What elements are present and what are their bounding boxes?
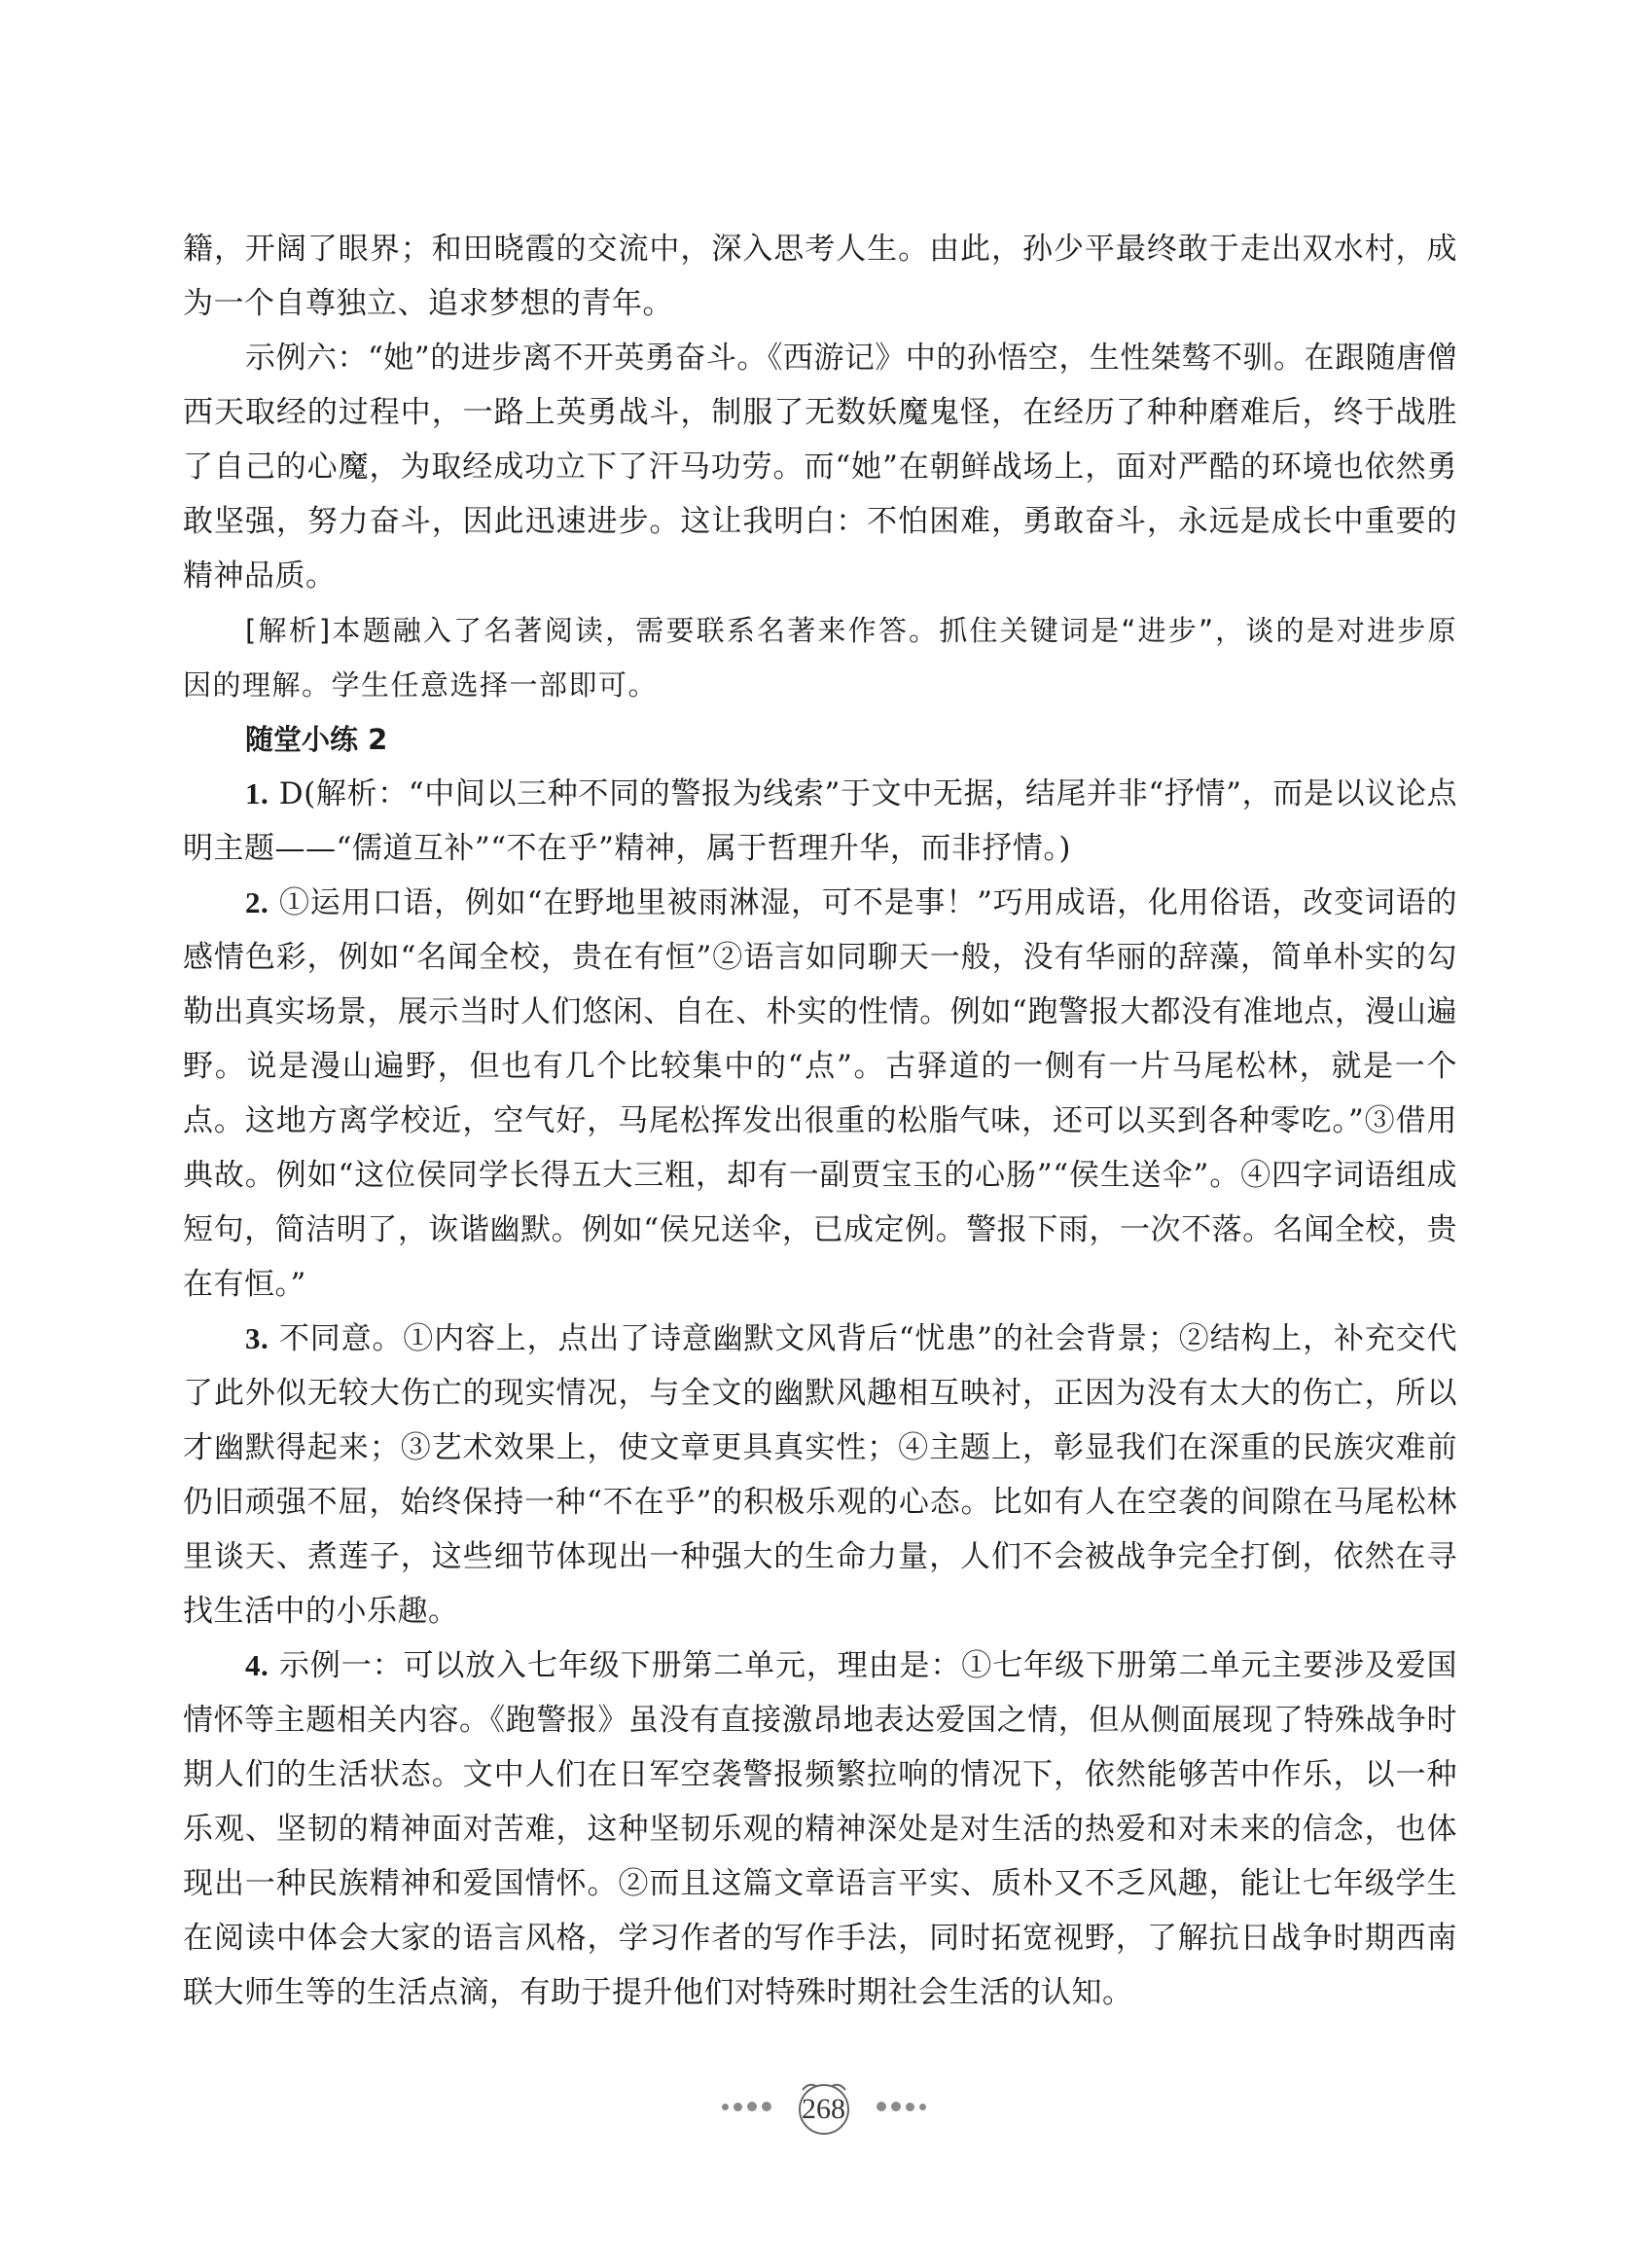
dot-icon	[762, 2102, 771, 2111]
answer-number: 2.	[245, 885, 269, 919]
dot-icon	[734, 2103, 742, 2111]
page-content	[183, 222, 1457, 2020]
paragraph-analysis: [解析]本题融入了名著阅读，需要联系名著来作答。抓住关键词是“进步”，谈的是对进步原因的理解。学生任意选择一部即可。	[183, 614, 1457, 702]
section-heading: 随堂小练 2	[245, 723, 388, 756]
answer-text: ①运用口语，例如“在野地里被雨淋湿，可不是事！”巧用成语，化用俗语，改变词语的感情色彩，例如“名闻全校，贵在有恒”②语言如同聊天一般，没有华丽的辞藻，简单朴实的勾勒出真实场景，展示当时人们悠闲、自在、朴实的性情。例如“跑警报大都没有准地点，漫山遍野。说是漫山遍野，但也有几个比较集中的“点”。古驿道的一侧有一片马尾松林，就是一个点。这地方离学校近，空气好，马尾松挥发出很重的松脂气味，还可以买到各种零吃。”③借用典故。例如“这位侯同学长得五大三粗，却有一副贾宝玉的心肠”“侯生送伞”。④四字词语组成短句，简洁明了，诙谐幽默。例如“侯兄送伞，已成定例。警报下雨，一次不落。名闻全校，贵在有恒。”	[183, 885, 1457, 1302]
answer-text: D(解析：“中间以三种不同的警报为线索”于文中无据，结尾并非“抒情”，而是以议论点明主题——“儒道互补”“不在乎”精神，属于哲理升华，而非抒情。)	[183, 776, 1457, 866]
page-number-badge	[785, 2076, 863, 2137]
dot-icon	[891, 2102, 901, 2111]
dot-icon	[722, 2104, 729, 2110]
answer-text: 示例一：可以放入七年级下册第二单元，理由是：①七年级下册第二单元主要涉及爱国情怀等主题相关内容。《跑警报》虽没有直接激昂地表达爱国之情，但从侧面展现了特殊战争时期人们的生活状态。文中人们在日军空袭警报频繁拉响的情况下，依然能够苦中作乐，以一种乐观、坚韧的精神面对苦难，这种坚韧乐观的精神深处是对生活的热爱和对未来的信念，也体现出一种民族精神和爱国情怀。②而且这篇文章语言平实、质朴又不乏风趣，能让七年级学生在阅读中体会大家的语言风格，学习作者的写作手法，同时拓宽视野，了解抗日战争时期西南联大师生等的生活点滴，有助于提升他们对特殊时期社会生活的认知。	[183, 1648, 1457, 2010]
answer-number: 3.	[245, 1321, 269, 1355]
left-dots-decoration	[722, 2102, 771, 2111]
answer-1	[183, 767, 1457, 876]
page-footer	[0, 2072, 1647, 2141]
answer-number: 4.	[245, 1648, 269, 1682]
answer-2	[183, 876, 1457, 1312]
dot-icon	[747, 2102, 757, 2111]
paragraph-continuation: 籍，开阔了眼界；和田晓霞的交流中，深入思考人生。由此，孙少平最终敢于走出双水村，成为一个自尊独立、追求梦想的青年。	[183, 232, 1457, 321]
dot-icon	[906, 2103, 914, 2111]
answer-text: 不同意。①内容上，点出了诗意幽默文风背后“忧患”的社会背景；②结构上，补充交代了此外似无较大伤亡的现实情况，与全文的幽默风趣相互映衬，正因为没有太大的伤亡，所以才幽默得起来；③艺术效果上，使文章更具真实性；④主题上，彰显我们在深重的民族灾难前仍旧顽强不屈，始终保持一种“不在乎”的积极乐观的心态。比如有人在空袭的间隙在马尾松林里谈天、煮莲子，这些细节体现出一种强大的生命力量，人们不会被战争完全打倒，依然在寻找生活中的小乐趣。	[183, 1321, 1457, 1629]
answer-number: 1.	[245, 776, 269, 810]
answer-3	[183, 1312, 1457, 1638]
right-dots-decoration	[877, 2102, 926, 2111]
page-number: 268	[802, 2093, 845, 2125]
answer-4	[183, 1638, 1457, 2020]
paragraph-example-six: 示例六：“她”的进步离不开英勇奋斗。《西游记》中的孙悟空，生性桀骜不驯。在跟随唐僧西天取经的过程中，一路上英勇战斗，制服了无数妖魔鬼怪，在经历了种种磨难后，终于战胜了自己的心魔，为取经成功立下了汗马功劳。而“她”在朝鲜战场上，面对严酷的环境也依然勇敢坚强，努力奋斗，因此迅速进步。这让我明白：不怕困难，勇敢奋斗，永远是成长中重要的精神品质。	[183, 341, 1457, 594]
dot-icon	[919, 2104, 926, 2110]
dot-icon	[877, 2102, 886, 2111]
